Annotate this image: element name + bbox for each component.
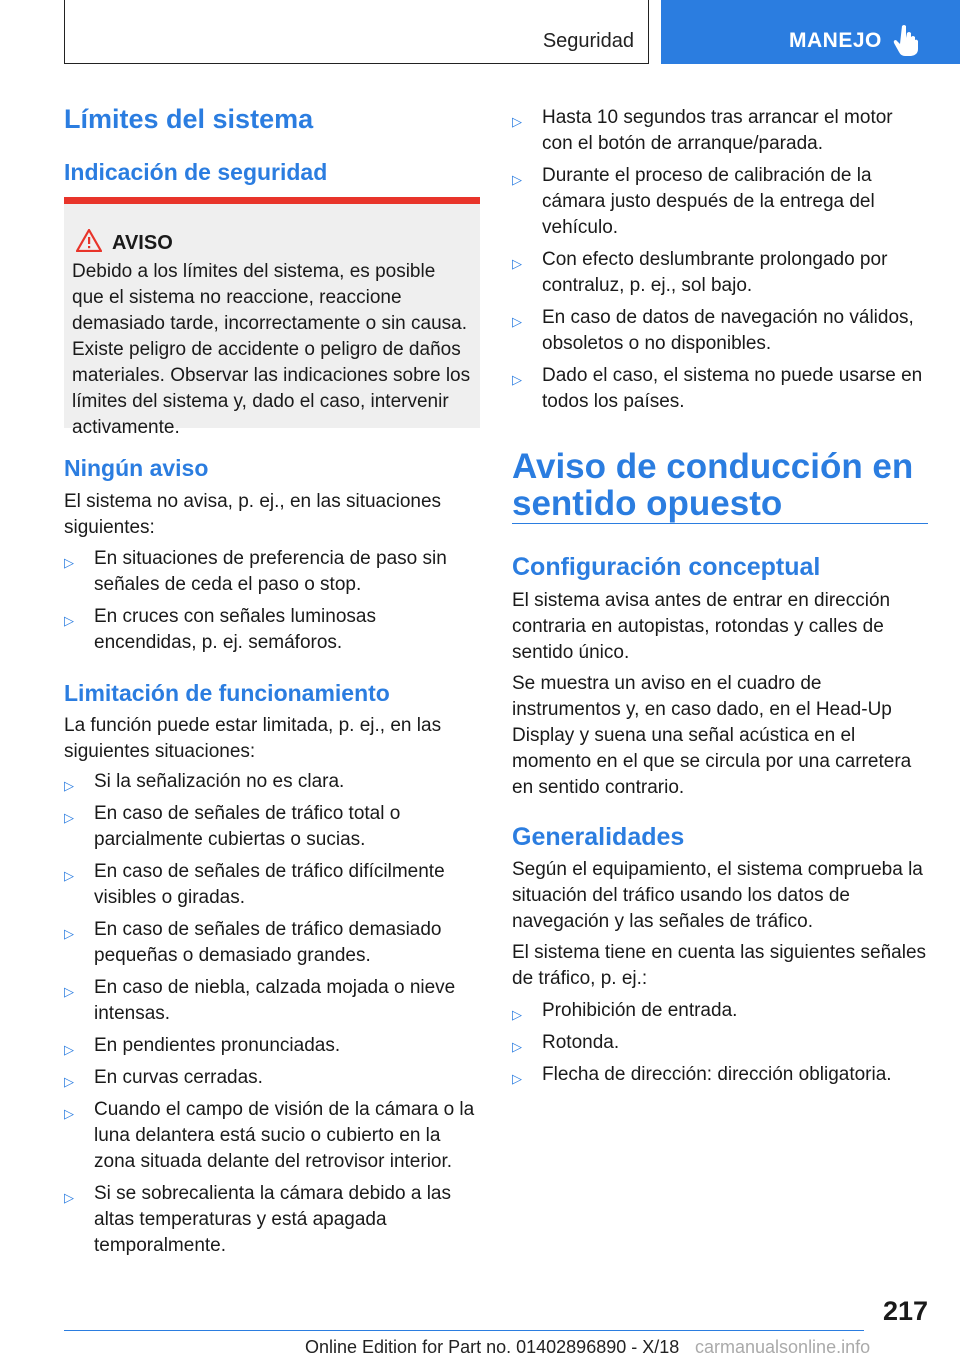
- triangle-bullet-icon: ▷: [64, 555, 74, 570]
- no-warning-intro: El sistema no avisa, p. ej., en las situaciones siguientes:: [64, 491, 442, 538]
- list-item: ▷ Rotonda.: [512, 1030, 928, 1056]
- list-item: ▷ Hasta 10 segundos tras arrancar el motor con el botón de arranque/parada.: [512, 107, 893, 154]
- subsection-title-safety: Indicación de seguridad: [64, 159, 328, 185]
- warning-box: [64, 197, 480, 438]
- triangle-bullet-icon: ▷: [512, 172, 522, 187]
- heading-concept: Configuración conceptual: [512, 553, 821, 581]
- list-item: ▷ Si se sobrecalienta la cámara debido a las altas temperaturas y está apagada temporalmente.: [64, 1183, 451, 1256]
- warning-triangle-icon: [76, 229, 102, 252]
- hand-pointer-icon: [893, 24, 921, 56]
- triangle-bullet-icon: ▷: [64, 810, 74, 825]
- triangle-bullet-icon: ▷: [64, 778, 74, 793]
- triangle-bullet-icon: ▷: [512, 256, 522, 271]
- triangle-bullet-icon: ▷: [512, 1071, 522, 1086]
- list-item: ▷ Prohibición de entrada.: [512, 998, 928, 1024]
- limitation-intro: La función puede estar limitada, p. ej., en las siguientes situaciones:: [64, 715, 442, 762]
- list-item: ▷ En pendientes pronunciadas.: [64, 1033, 480, 1059]
- list-item: ▷ En situaciones de preferencia de paso sin señales de ceda el paso o stop.: [64, 548, 447, 595]
- triangle-bullet-icon: ▷: [64, 613, 74, 628]
- footer-rule: [64, 1330, 864, 1331]
- list-item: ▷ En caso de datos de navegación no válidos, obsoletos o no disponibles.: [512, 307, 914, 354]
- list-item: ▷ En cruces con señales luminosas encendidas, p. ej. semáforos.: [64, 606, 376, 653]
- general-paragraph-1: Según el equipamiento, el sistema comprueba la situación del tráfico usando los datos de navegación y las señales de tráfico.: [512, 859, 923, 932]
- title-rule: [512, 523, 928, 524]
- chapter-title: Aviso de conducción en sentido opuesto: [512, 447, 914, 523]
- list-item: ▷ Si la señalización no es clara.: [64, 769, 480, 795]
- section-label: Seguridad: [542, 30, 634, 52]
- heading-no-warning: Ningún aviso: [64, 455, 209, 481]
- list-item: ▷ En caso de señales de tráfico difícilmente visibles o giradas.: [64, 861, 445, 908]
- list-item: ▷ Durante el proceso de calibración de la cámara justo después de la entrega del vehículo.: [512, 165, 875, 238]
- no-warning-list: [64, 546, 480, 656]
- list-item: ▷ En caso de señales de tráfico demasiado pequeñas o demasiado grandes.: [64, 919, 442, 966]
- warning-body: Debido a los límites del sistema, es posible que el sistema no reaccione, reaccione demasiado tarde, incorrectamente o sin causa. Existe peligro de accidente o peligro de daños materiales. Observar las indicaciones sobre los límites del sistema y, dado el caso, intervenir activamente.: [72, 261, 471, 438]
- warning-title: AVISO: [112, 232, 173, 254]
- continued-list: [512, 105, 928, 415]
- list-item: ▷ En caso de señales de tráfico total o parcialmente cubiertas o sucias.: [64, 803, 401, 850]
- heading-general: Generalidades: [512, 823, 685, 851]
- watermark: carmanualsonline.info: [695, 1337, 871, 1357]
- list-item: ▷ En caso de niebla, calzada mojada o nieve intensas.: [64, 977, 456, 1024]
- concept-paragraph-2: Se muestra un aviso en el cuadro de instrumentos y, en caso dado, en el Head-Up Display y suena una señal acústica en el momento en el que se circula por una carretera en sentido contrario.: [512, 673, 912, 798]
- triangle-bullet-icon: ▷: [512, 1007, 522, 1022]
- triangle-bullet-icon: ▷: [64, 1190, 74, 1205]
- concept-paragraph-1: El sistema avisa antes de entrar en dirección contraria en autopistas, rotondas y calles de sentido único.: [512, 590, 891, 663]
- triangle-bullet-icon: ▷: [64, 1074, 74, 1089]
- list-item: ▷ En curvas cerradas.: [64, 1065, 480, 1091]
- heading-limitation: Limitación de funcionamiento: [64, 680, 390, 706]
- triangle-bullet-icon: ▷: [512, 372, 522, 387]
- list-item: ▷ Con efecto deslumbrante prolongado por contraluz, p. ej., sol bajo.: [512, 249, 888, 296]
- triangle-bullet-icon: ▷: [512, 1039, 522, 1054]
- triangle-bullet-icon: ▷: [64, 868, 74, 883]
- section-title: Límites del sistema: [64, 104, 314, 134]
- sign-list: [512, 998, 928, 1088]
- edition-line: Online Edition for Part no. 01402896890 - X/18: [305, 1337, 680, 1357]
- page-number: 217: [882, 1296, 928, 1326]
- chapter-tab[interactable]: [661, 0, 960, 64]
- triangle-bullet-icon: ▷: [512, 314, 522, 329]
- general-paragraph-2: El sistema tiene en cuenta las siguientes señales de tráfico, p. ej.:: [512, 942, 927, 989]
- limitation-list: [64, 769, 480, 1259]
- triangle-bullet-icon: ▷: [64, 984, 74, 999]
- list-item: ▷ Flecha de dirección: dirección obligatoria.: [512, 1062, 928, 1088]
- header-section-box: [64, 0, 649, 64]
- triangle-bullet-icon: ▷: [64, 1106, 74, 1121]
- triangle-bullet-icon: ▷: [512, 114, 522, 129]
- list-item: ▷ Dado el caso, el sistema no puede usarse en todos los países.: [512, 365, 923, 412]
- chapter-tab-label: MANEJO: [789, 29, 882, 52]
- triangle-bullet-icon: ▷: [64, 1042, 74, 1057]
- triangle-bullet-icon: ▷: [64, 926, 74, 941]
- list-item: ▷ Cuando el campo de visión de la cámara o la luna delantera está sucio o cubierto en la zona situada delante del retrovisor interior.: [64, 1099, 475, 1172]
